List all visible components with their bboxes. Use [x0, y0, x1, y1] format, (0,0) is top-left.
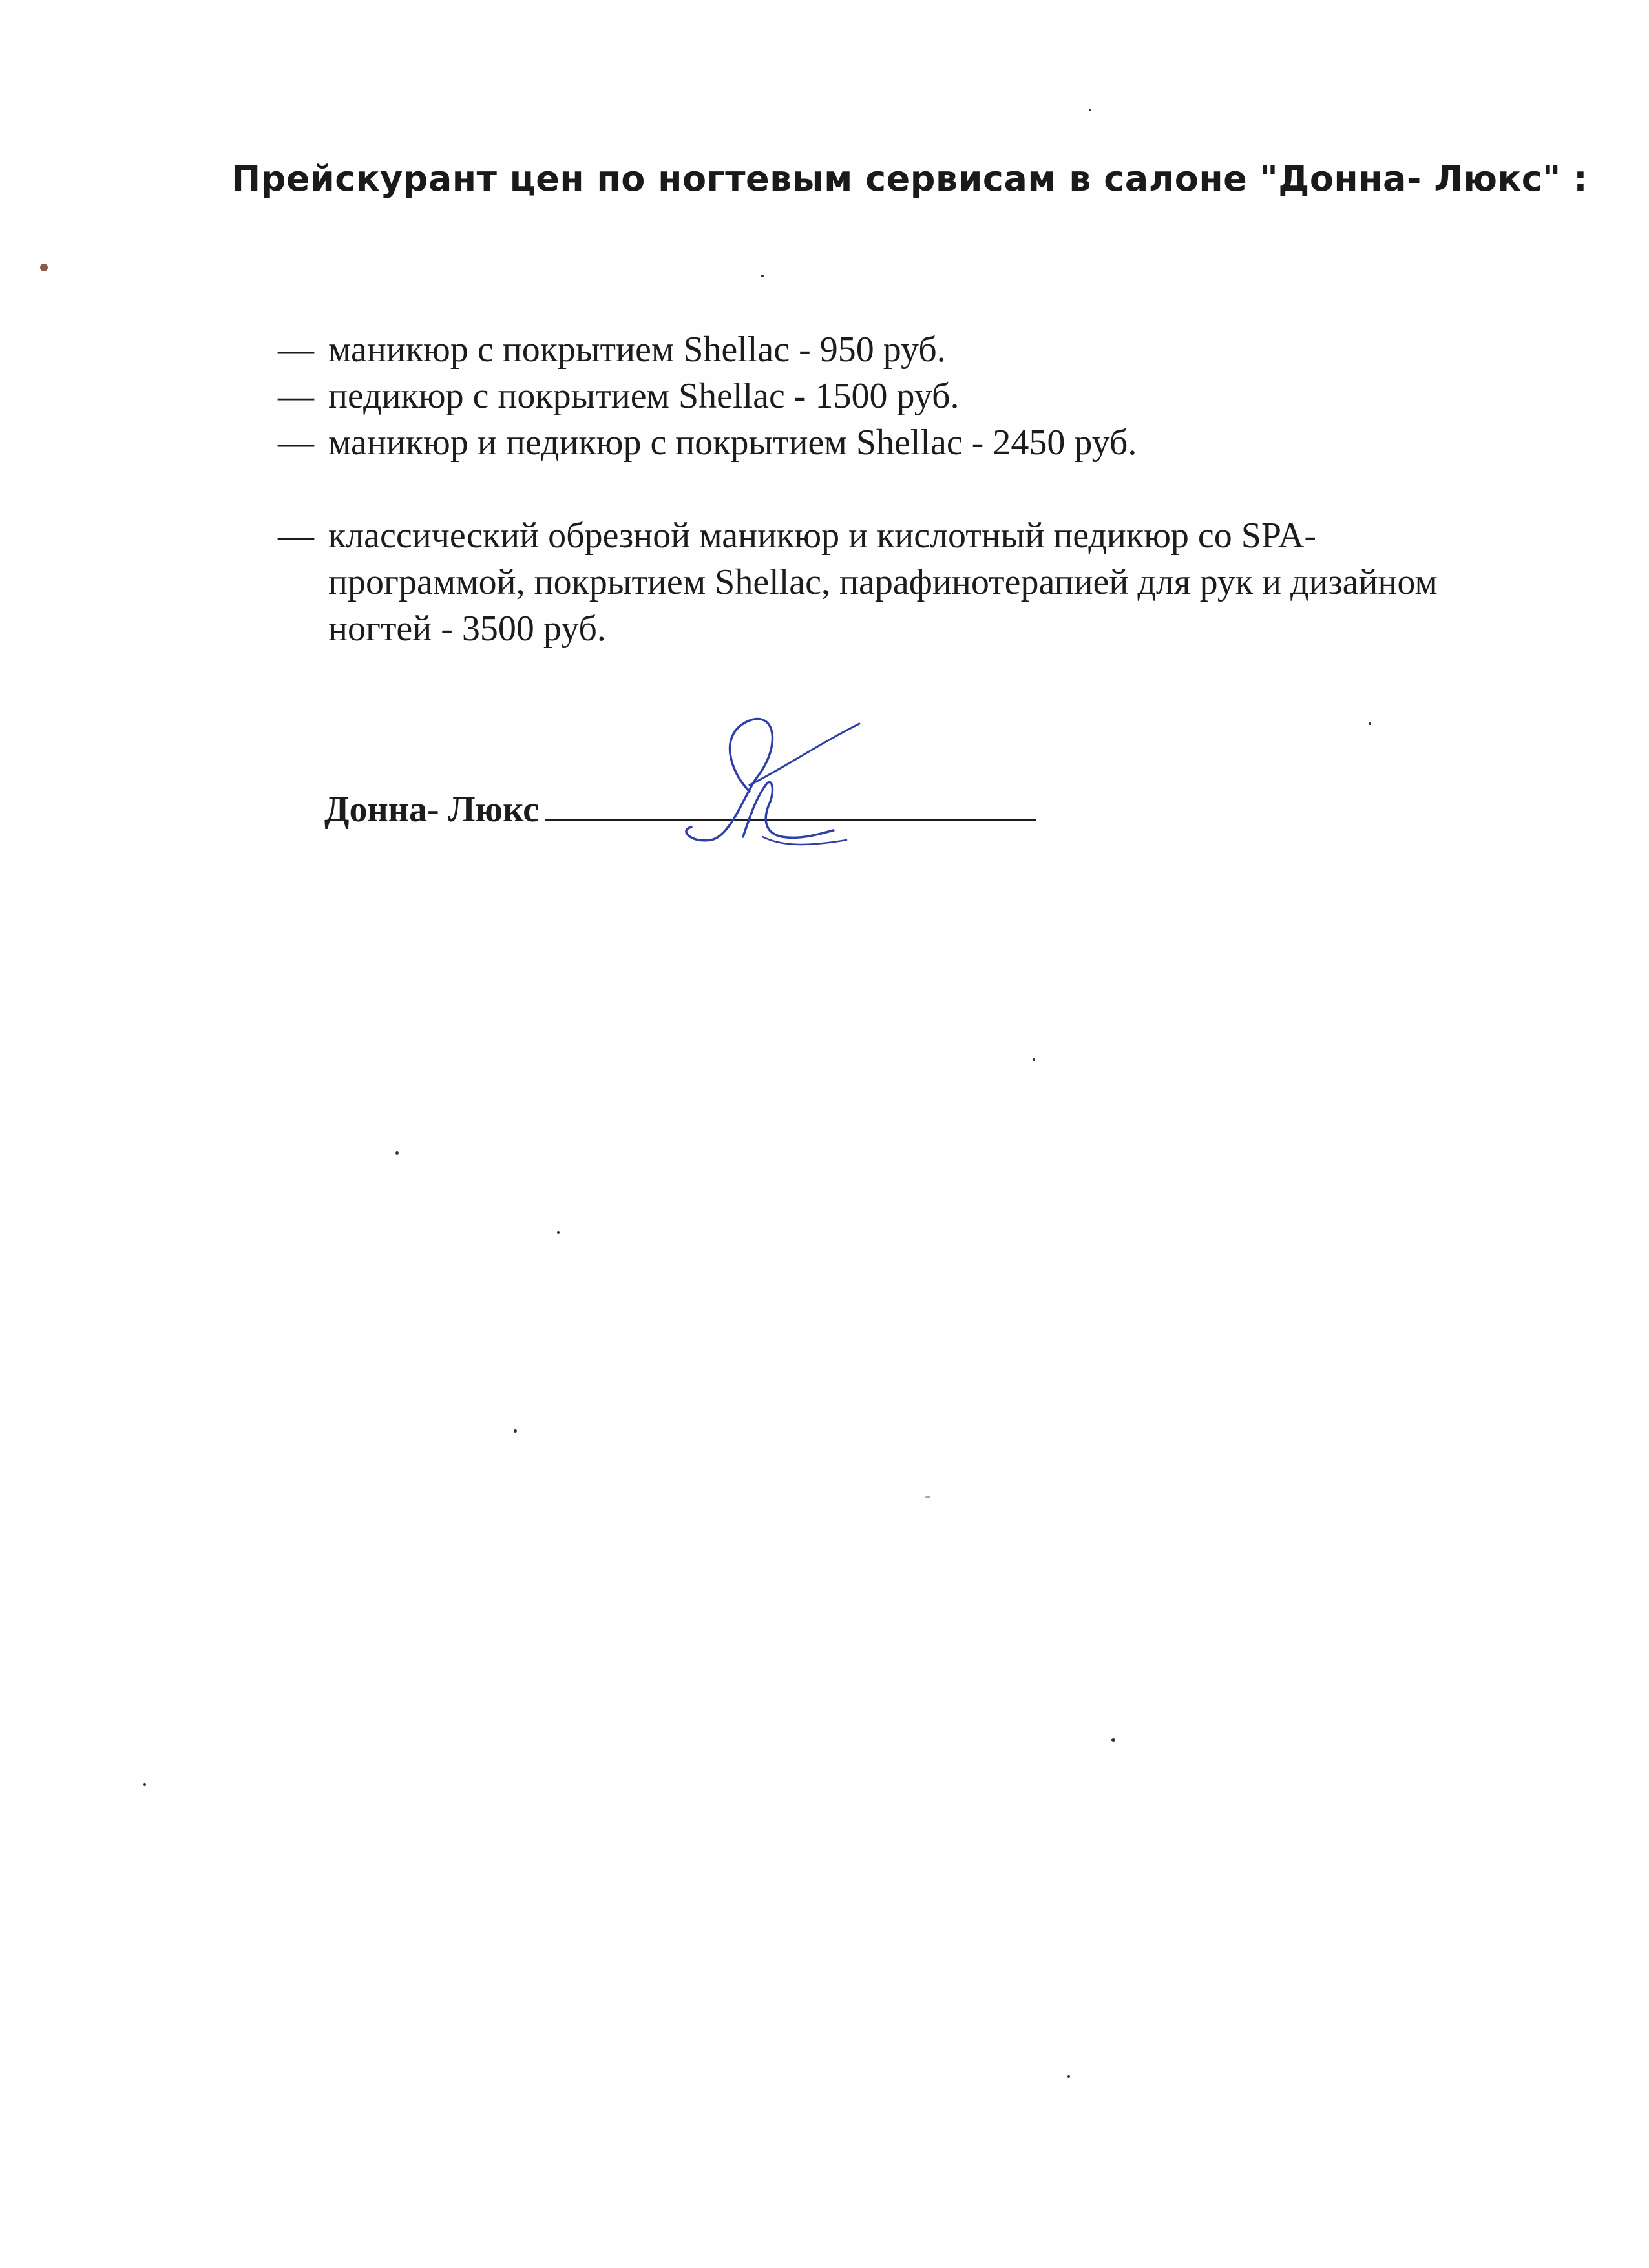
- price-item-text: классический обрезной маникюр и кислотный педикюр со SPA-программой, покрытием Shellac, парафинотерапией для рук и дизайном ногтей - 3500 руб.: [328, 516, 1438, 649]
- price-item-spa-program: [278, 512, 1506, 652]
- dash-marker: —: [278, 516, 314, 556]
- dash-marker: —: [278, 376, 314, 416]
- scan-speck: [761, 275, 764, 277]
- scan-speck: [395, 1151, 399, 1155]
- scan-speck: [925, 1496, 930, 1498]
- signature-label: Донна- Люкс: [324, 790, 539, 830]
- scan-speck: [1111, 1738, 1115, 1742]
- scan-speck: [514, 1429, 517, 1433]
- dash-marker: —: [278, 423, 314, 463]
- price-item-shellac-combo: [278, 419, 1506, 466]
- dash-marker: —: [278, 330, 314, 370]
- scan-speck: [557, 1231, 560, 1234]
- scan-speck: [40, 264, 48, 271]
- scan-speck: [143, 1783, 146, 1786]
- price-item-text: маникюр и педикюр с покрытием Shellac - 2450 руб.: [328, 423, 1137, 463]
- handwritten-signature: [653, 708, 885, 856]
- scan-speck: [1369, 722, 1371, 725]
- price-item-shellac-manicure: [278, 326, 1506, 373]
- document-title: Прейскурант цен по ногтевым сервисам в салоне "Донна- Люкс" :: [231, 158, 1588, 199]
- scan-speck: [1033, 1058, 1035, 1061]
- price-item-text: маникюр с покрытием Shellac - 950 руб.: [328, 330, 946, 370]
- price-item-shellac-pedicure: [278, 373, 1506, 419]
- scan-speck: [1089, 109, 1091, 111]
- price-list: [278, 326, 1506, 652]
- price-item-text: педикюр с покрытием Shellac - 1500 руб.: [328, 376, 960, 416]
- scan-speck: [1067, 2075, 1070, 2078]
